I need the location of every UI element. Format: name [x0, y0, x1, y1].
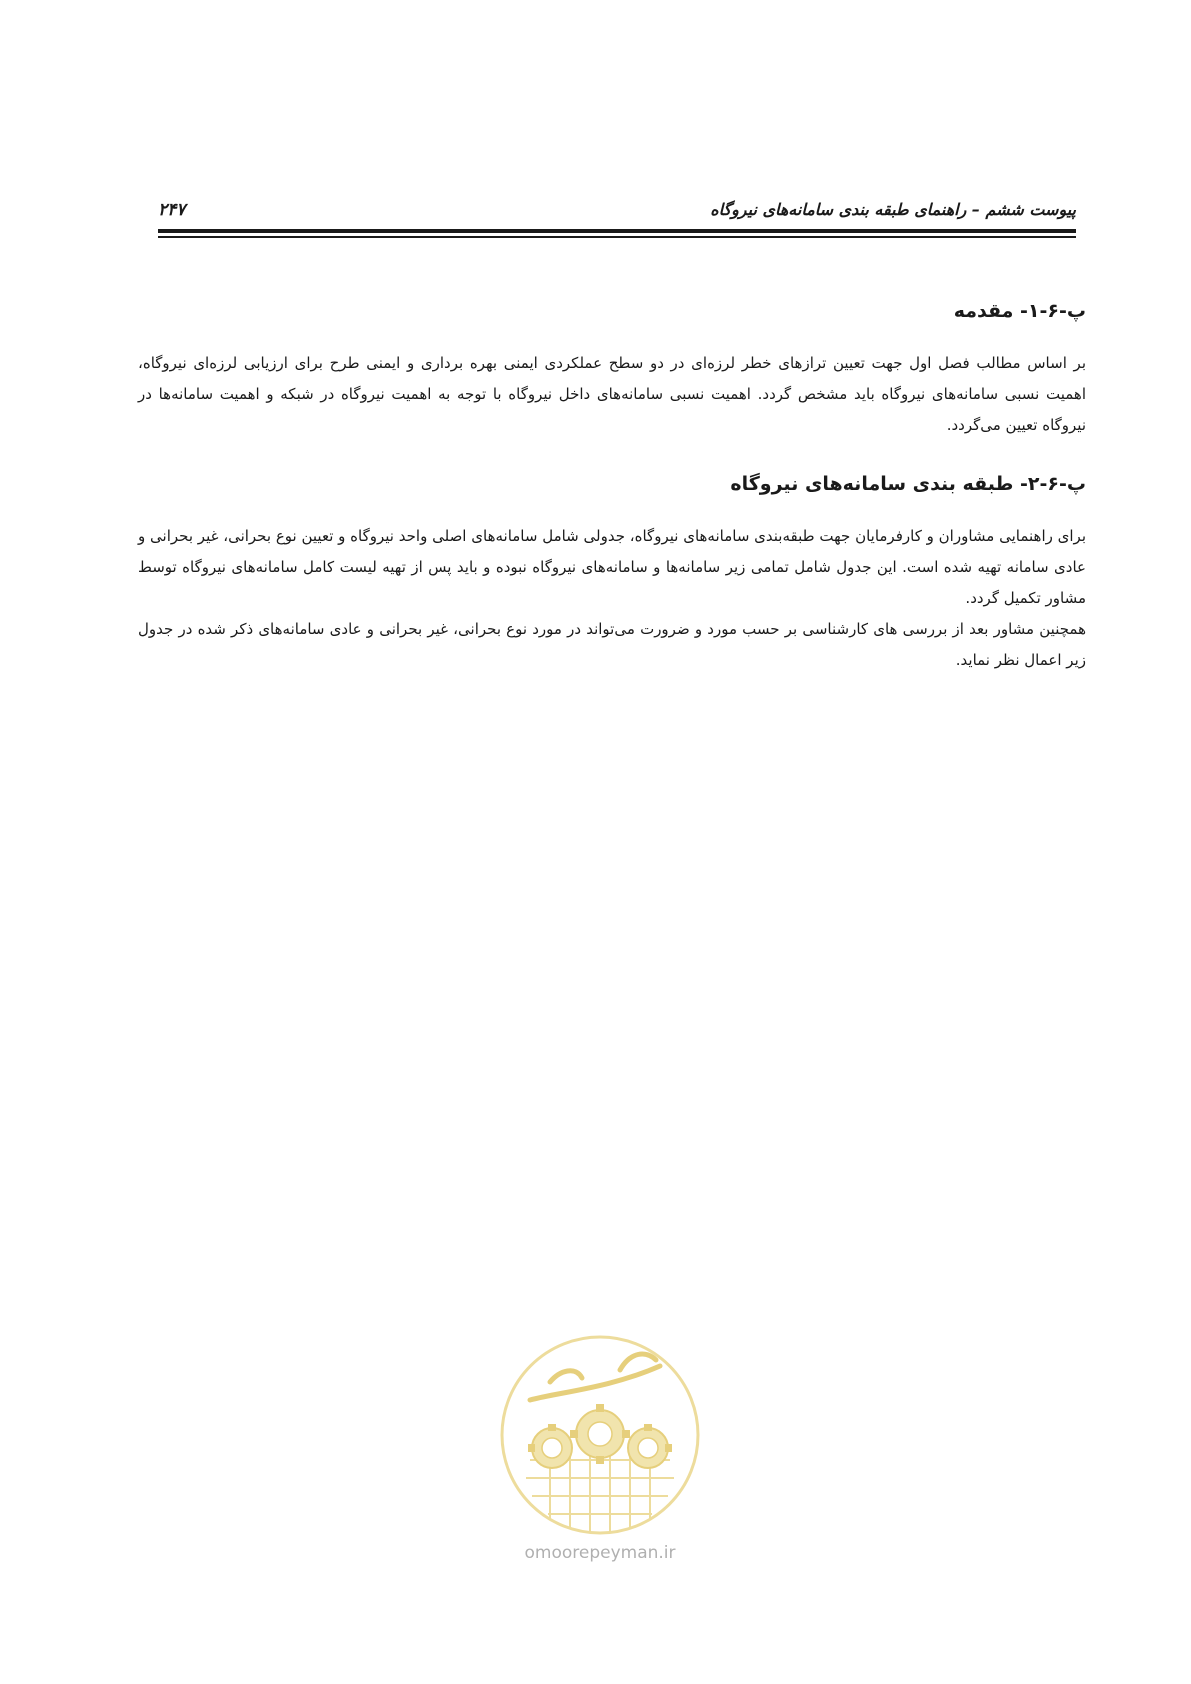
section-heading-introduction: پ-۶-۱- مقدمه	[953, 300, 1086, 322]
watermark-site-text: omoorepeyman.ir	[524, 1543, 676, 1563]
section-heading-classification: پ-۶-۲- طبقه بندی سامانه‌های نیروگاه	[730, 473, 1086, 495]
introduction-paragraph: بر اساس مطالب فصل اول جهت تعیین ترازهای خطر لرزه‌ای در دو سطح عملکردی ایمنی بهره برداری و ایمنی طرح برای ارزیابی لرزه‌ای نیروگاه، اهمیت نسبی سامانه‌های نیروگاه باید مشخص گردد. اهمیت نسبی سامانه‌های داخل نیروگاه با توجه به اهمیت نیروگاه در شبکه و اهمیت سامانه‌ها در نیروگاه تعیین می‌گردد.	[138, 354, 1086, 434]
document-body	[138, 300, 1086, 676]
page-header	[158, 196, 1076, 230]
watermark-logo-icon	[490, 1330, 710, 1540]
watermark	[490, 1330, 710, 1570]
classification-paragraph-1: برای راهنمایی مشاوران و کارفرمایان جهت طبقه‌بندی سامانه‌های نیروگاه، جدولی شامل سامانه‌های اصلی واحد نیروگاه و تعیین نوع بحرانی، غیر بحرانی و عادی سامانه تهیه شده است. این جدول شامل تمامی زیر سامانه‌ها و سامانه‌های نیروگاه نبوده و باید پس از تهیه لیست کامل سامانه‌های نیروگاه توسط مشاور تکمیل گردد.	[138, 527, 1086, 607]
header-rule-thin	[158, 236, 1076, 238]
page-number: ۲۴۷	[158, 200, 186, 220]
header-rule-thick	[158, 229, 1076, 233]
classification-paragraph-2: همچنین مشاور بعد از بررسی های کارشناسی بر حسب مورد و ضرورت می‌تواند در مورد نوع بحرانی، غیر بحرانی و عادی سامانه‌های ذکر شده در جدول زیر اعمال نظر نماید.	[138, 620, 1086, 669]
header-title: پیوست ششم – راهنمای طبقه بندی سامانه‌های نیروگاه	[710, 200, 1076, 219]
